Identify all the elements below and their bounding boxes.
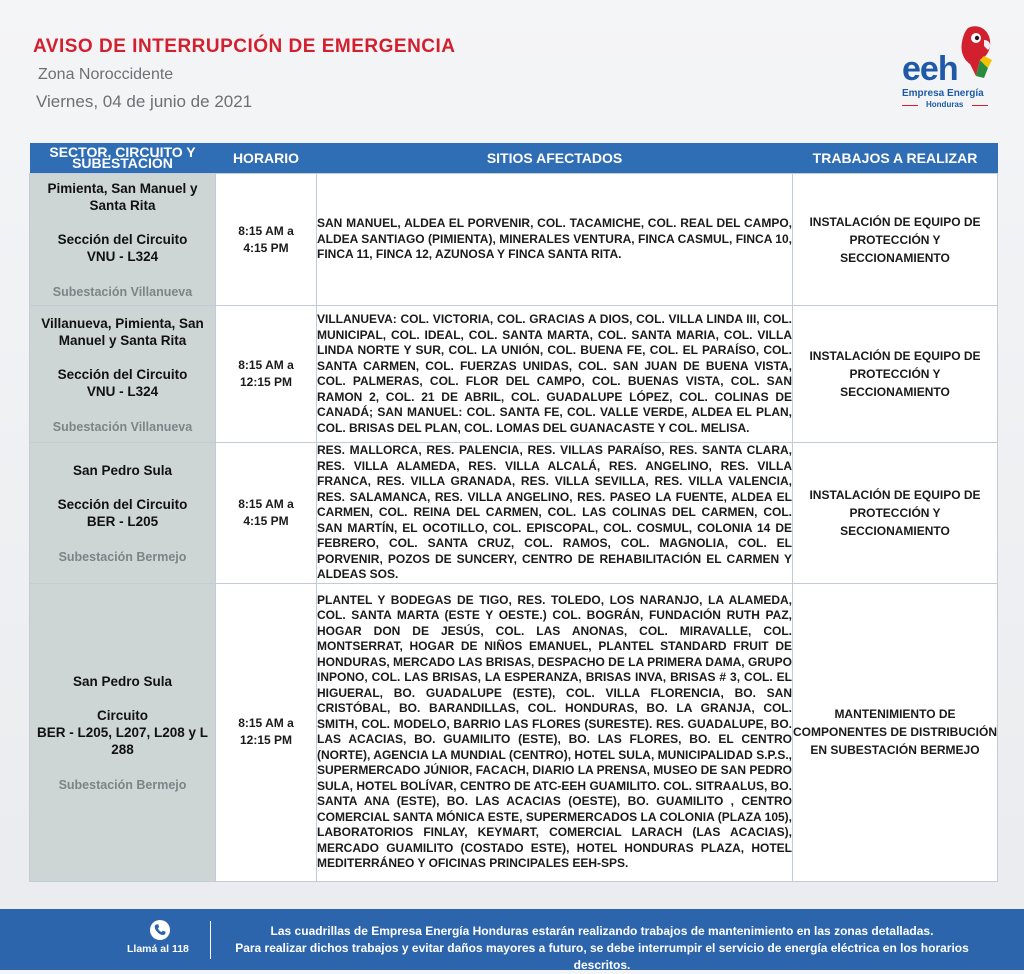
phone-icon[interactable]	[150, 920, 170, 940]
parrot-icon	[954, 24, 994, 80]
schedule-end: 12:15 PM	[239, 375, 293, 389]
sector-name: San Pedro Sula	[72, 462, 173, 478]
footer-line-1: Las cuadrillas de Empresa Energía Honduras estarán realizando trabajos de mantenimiento en las zonas detalladas.	[270, 924, 934, 938]
section-label: Sección del Circuito	[57, 496, 188, 512]
work-cell: INSTALACIÓN DE EQUIPO DE PROTECCIÓN Y SECCIONAMIENTO	[793, 443, 998, 584]
page-title: AVISO DE INTERRUPCIÓN DE EMERGENCIA	[33, 36, 456, 57]
affected-sites-cell: VILLANUEVA: COL. VICTORIA, COL. GRACIAS A DIOS, COL. VILLA LINDA III, COL. MUNICIPAL, COL. IDEAL, COL. SANTA MARTA, COL. SANTA MARIA, COL. VILLA LINDA NORTE Y SUR, COL. LA UNIÓN, COL. BUENA FE, COL. EL PARAÍSO, COL. SANTA CARMEN, COL. FUERZAS UNIDAS, COL. SAN JUAN DE BUENA VISTA, COL. PALMERAS, COL. FLOR DEL CAMPO, COL. BUENAS VISTA, COL. SAN RAMON 2, COL. 21 DE ABRIL, COL. GUADALUPE LÓPEZ, COL. COLINAS DE CANADÁ; SAN MANUEL: COL. SANTA FE, COL. VALLE VERDE, ALDEA EL PLAN, COL. BRISAS DEL PLAN, COL. LOMAS DEL GUANACASTE Y COL. MELISA.	[317, 306, 793, 443]
sector-cell	[30, 583, 216, 881]
header-trabajos: TRABAJOS A REALIZAR	[793, 143, 998, 174]
schedule-cell	[216, 583, 317, 881]
table-row	[30, 306, 998, 443]
schedule-end: 4:15 PM	[243, 513, 289, 528]
sector-name: Pimienta, San Manuel y Santa Rita	[47, 181, 198, 213]
phone-glyph-icon	[150, 920, 170, 940]
section-label: Sección del Circuito	[57, 232, 188, 247]
substation-name: Subestación Bermejo	[58, 549, 187, 564]
schedule-cell	[216, 443, 317, 584]
table-header-row	[30, 143, 998, 174]
header-horario: HORARIO	[216, 143, 317, 174]
sector-name: Villanueva, Pimienta, San Manuel y Santa Rita	[41, 315, 204, 348]
schedule-start: 8:15 AM a	[238, 716, 294, 730]
substation-name: Subestación Villanueva	[52, 419, 193, 434]
sector-cell	[30, 443, 216, 584]
work-cell: MANTENIMIENTO DE COMPONENTES DE DISTRIBUCIÓN EN SUBESTACIÓN BERMEJO	[793, 583, 998, 881]
footer-line-2: Para realizar dichos trabajos y evitar daños mayores a futuro, se debe interrumpir el servicio de energía eléctrica en los horarios descritos.	[235, 941, 969, 972]
logo-rule-right	[972, 105, 988, 106]
table-row	[30, 174, 998, 306]
footer-banner	[0, 909, 1024, 970]
section-label: Sección del Circuito	[57, 366, 188, 382]
substation-name: Subestación Villanueva	[52, 285, 193, 299]
schedule-end: 12:15 PM	[239, 733, 293, 747]
circuit-code: BER - L205	[86, 513, 159, 529]
schedule-end: 4:15 PM	[243, 240, 289, 255]
logo-country: Honduras	[926, 100, 964, 109]
schedule-cell	[216, 174, 317, 306]
schedule-start: 8:15 AM a	[238, 223, 294, 238]
date-label: Viernes, 04 de junio de 2021	[36, 92, 253, 111]
circuit-code: BER - L205, L207, L208 y L 288	[36, 724, 209, 757]
table-row	[30, 443, 998, 584]
section-label: Circuito	[96, 707, 148, 723]
circuit-code: VNU - L324	[86, 383, 159, 399]
substation-name: Subestación Bermejo	[58, 777, 187, 792]
phone-label: Llamá al 118	[127, 943, 189, 955]
affected-sites-cell: RES. MALLORCA, RES. PALENCIA, RES. VILLAS PARAÍSO, RES. SANTA CLARA, RES. VILLA ALAMEDA, RES. VILLA ALCALÁ, RES. ANGELINO, RES. VILLA FRANCA, RES. VILLA GRANADA, RES. VILLA SEVILLA, RES. VILLA VALENCIA, RES. SALAMANCA, RES. VILLA ANGELINO, RES. PASEO LA FUENTE, ALDEA EL CARMEN, COL. REINA DEL CARMEN, COL. LAS COLINAS DEL CARMEN, COL. SAN MARTÍN, EL OCOTILLO, COL. EPISCOPAL, COL. COSMUL, COLONIA 14 DE FEBRERO, COL. SANTA CRUZ, COL. RAMOS, COL. MAGNOLIA, COL. EL PORVENIR, POZOS DE SUNCERY, CENTRO DE REHABILITACIÓN EL CARMEN Y ALDEAS SOS.	[317, 443, 792, 581]
logo-wordmark: eeh	[902, 50, 958, 88]
affected-sites-cell: SAN MANUEL, ALDEA EL PORVENIR, COL. TACAMICHE, COL. REAL DEL CAMPO, ALDEA SANTIAGO (PIMIENTA), MINERALES VENTURA, FINCA CASMUL, FINCA 10, FINCA 11, FINCA 12, AZUNOSA Y FINCA SANTA RITA.	[317, 174, 793, 306]
header-sector: SECTOR, CIRCUITO Y SUBESTACIÓN	[30, 143, 216, 174]
logo-subtitle: Empresa Energía	[902, 88, 984, 99]
sector-cell	[30, 306, 216, 443]
work-cell: INSTALACIÓN DE EQUIPO DE PROTECCIÓN Y SECCIONAMIENTO	[793, 306, 998, 443]
sector-name: San Pedro Sula	[72, 673, 173, 689]
table-row	[30, 583, 998, 881]
logo-rule-left	[902, 105, 918, 106]
eeh-logo	[896, 24, 998, 114]
sector-cell	[30, 174, 216, 306]
page-header	[0, 0, 1024, 140]
work-cell: INSTALACIÓN DE EQUIPO DE PROTECCIÓN Y SECCIONAMIENTO	[793, 174, 998, 306]
affected-sites-cell: PLANTEL Y BODEGAS DE TIGO, RES. TOLEDO, LOS NARANJO, LA ALAMEDA, COL. SANTA MARTA (ESTE Y OESTE.) COL. BOGRÁN, FUNDACIÓN RUTH PAZ, HOGAR DON DE JESÚS, COL. LAS ANONAS, COL. MIRAVALLE, COL. MONTSERRAT, HOGAR DE NIÑOS EMANUEL, PLANTEL STANDARD FRUIT DE HONDURAS, MERCADO LAS BRISAS, DESPACHO DE LA PRIMERA DAMA, GRUPO INPONO, COL. LAS BRISAS, LA ESPERANZA, BRISAS INVA, BRISAS # 3, COL. EL HIGUERAL, BO. GUADALUPE (ESTE), COL. VILLA FLORENCIA, BO. SAN CRISTÓBAL, BO. BARANDILLAS, COL. HONDURAS, BO. LA GRANJA, COL. SMITH, COL. MODELO, BARRIO LAS FLORES (SURESTE). RES. GUADALUPE, BO. LAS ACACIAS, BO. GUAMILITO (ESTE), BO. LAS FLORES, BO. EL CENTRO (NORTE), AGENCIA LA MUNDIAL (CENTRO), HOTEL SULA, MUNICIPALIDAD S.P.S., SUPERMERCADO JÚNIOR, FACACH, DIARIO LA PRENSA, MUSEO DE SAN PEDRO SULA, HOTEL BOLÍVAR, CENTRO DE ATC-EEH GUAMILITO. COL. SITRAALUS, BO. SANTA ANA (ESTE), BO. LAS ACACIAS (OESTE), BO. GUAMILITO , CENTRO COMERCIAL SANTA MÓNICA ESTE, SUPERMERCADOS LA COLONIA (PLAZA 105), LABORATORIOS FINLAY, KEYMART, COMERCIAL LARACH (LAS ACACIAS), MERCADO GUAMILITO (COSTADO ESTE), HOTEL HONDURAS PLAZA, HOTEL MEDITERRÁNEO Y OFICINAS PRINCIPALES EEH-SPS.	[317, 583, 793, 881]
schedule-start: 8:15 AM a	[238, 358, 294, 372]
interruption-table	[29, 143, 998, 882]
footer-divider	[210, 921, 211, 959]
footer-notice	[222, 923, 982, 974]
schedule-start: 8:15 AM a	[238, 496, 294, 511]
zone-label: Zona Noroccidente	[38, 66, 174, 83]
schedule-cell	[216, 306, 317, 443]
header-sitios: SITIOS AFECTADOS	[317, 143, 793, 174]
circuit-code: VNU - L324	[86, 249, 159, 264]
